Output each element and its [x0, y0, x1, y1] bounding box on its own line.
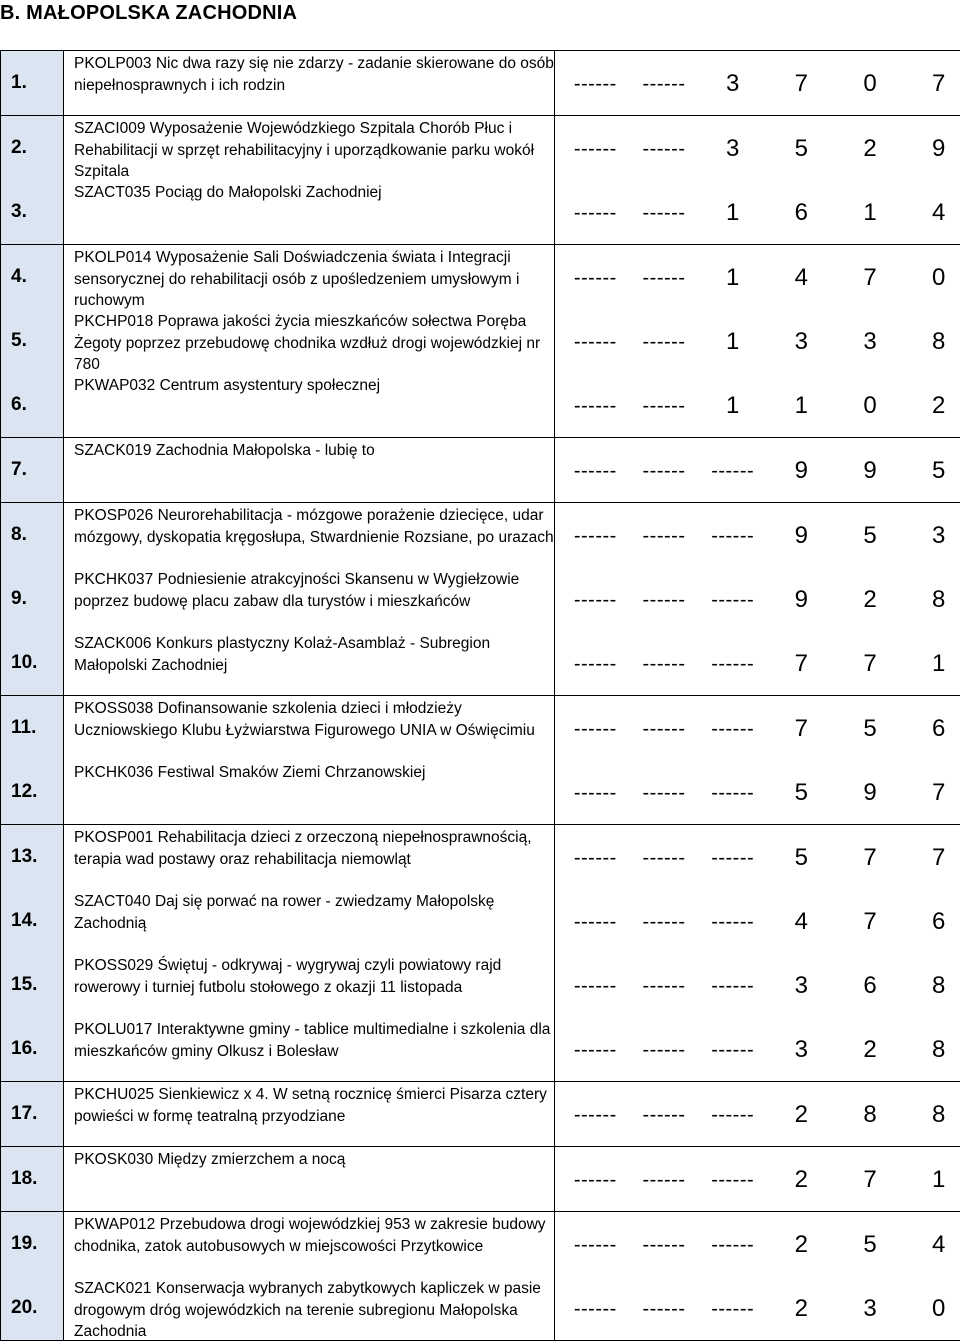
score-value: ------ [573, 717, 617, 740]
score-row [555, 116, 960, 180]
score-value: ------ [711, 1103, 755, 1126]
score-row [555, 1276, 960, 1340]
score-value: 2 [863, 1036, 877, 1063]
score-value: 1 [726, 392, 740, 419]
score-value: 2 [794, 1101, 809, 1128]
project-description: PKOSP001 Rehabilitacja dzieci z orzeczoną niepełnosprawnością, terapia wad postawy oraz rehabilitacja niemowląt [74, 829, 532, 868]
score-value: ------ [573, 394, 617, 417]
score-value: 1 [726, 199, 740, 226]
score-value: 6 [794, 199, 809, 226]
values-cell [555, 825, 960, 1082]
score-value: 9 [932, 135, 946, 162]
score-value: ------ [711, 1168, 755, 1191]
score-value: ------ [642, 910, 686, 933]
row-number-cell [1, 503, 64, 696]
score-value: ------ [573, 1038, 617, 1061]
score-value: 7 [863, 1166, 877, 1193]
score-row [555, 373, 960, 437]
score-value: 2 [794, 1231, 809, 1258]
score-value: 3 [932, 522, 946, 549]
row-number: 4. [11, 266, 27, 287]
score-value: 7 [932, 70, 946, 97]
score-value: 8 [932, 1036, 946, 1063]
score-row [555, 696, 960, 760]
score-row [555, 51, 960, 115]
score-row [555, 889, 960, 953]
table-row-group [1, 245, 960, 438]
score-value: 4 [932, 1231, 946, 1258]
row-number: 8. [11, 524, 27, 545]
row-number-cell [1, 438, 64, 503]
score-value: 4 [932, 199, 946, 226]
project-description: PKCHU025 Sienkiewicz x 4. W setną rocznicę śmierci Pisarza cztery powieści w formę teatralną przyodziane [74, 1086, 547, 1125]
score-value: 9 [794, 457, 809, 484]
table-row-group [1, 503, 960, 696]
score-value: 6 [932, 908, 946, 935]
score-value: 2 [863, 586, 877, 613]
score-value: ------ [711, 652, 755, 675]
score-value: ------ [642, 394, 686, 417]
description-cell [64, 825, 555, 1082]
score-value: ------ [573, 137, 617, 160]
project-description: SZACK019 Zachodnia Małopolska - lubię to [74, 442, 375, 459]
score-value: 8 [932, 586, 946, 613]
score-value: 7 [863, 844, 877, 871]
score-value: ------ [642, 717, 686, 740]
score-value: 7 [932, 779, 946, 806]
score-row [555, 180, 960, 244]
score-value: ------ [711, 588, 755, 611]
project-description: SZACK021 Konserwacja wybranych zabytkowych kapliczek w pasie drogowym dróg wojewódzkich na terenie subregionu Małopolska Zachodnia [74, 1280, 541, 1340]
score-value: ------ [642, 266, 686, 289]
description-cell [64, 51, 555, 116]
score-value: 0 [932, 264, 946, 291]
score-value: 0 [863, 70, 877, 97]
score-value: ------ [573, 910, 617, 933]
score-value: 7 [794, 70, 809, 97]
score-value: 3 [863, 328, 877, 355]
score-row [555, 1147, 960, 1211]
score-value: 2 [794, 1166, 809, 1193]
score-value: 4 [794, 908, 809, 935]
row-number: 20. [11, 1297, 38, 1318]
score-value: 1 [726, 264, 740, 291]
score-value: 1 [863, 199, 877, 226]
score-value: 3 [794, 328, 809, 355]
values-cell [555, 245, 960, 438]
row-number-cell [1, 1212, 64, 1341]
project-description: PKOSS038 Dofinansowanie szkolenia dzieci i młodzieży Uczniowskiego Klubu Łyżwiarstwa Figurowego UNIA w Oświęcimiu [74, 700, 535, 739]
values-cell [555, 696, 960, 825]
description-cell [64, 245, 555, 438]
score-value: ------ [573, 846, 617, 869]
score-value: ------ [642, 1103, 686, 1126]
row-number: 2. [11, 137, 27, 158]
score-row [555, 1017, 960, 1081]
row-number: 15. [11, 974, 38, 995]
score-value: ------ [642, 524, 686, 547]
row-number: 16. [11, 1038, 38, 1059]
score-value: 6 [932, 715, 946, 742]
score-value: ------ [642, 330, 686, 353]
project-description: PKOSS029 Świętuj - odkrywaj - wygrywaj czyli powiatowy rajd rowerowy i turniej futbolu stołowego z okazji 11 listopada [74, 957, 502, 996]
score-row [555, 1212, 960, 1276]
description-cell [64, 503, 555, 696]
table-row-group [1, 1212, 960, 1341]
score-value: 2 [863, 135, 877, 162]
score-row [555, 567, 960, 631]
row-number: 12. [11, 781, 38, 802]
values-cell [555, 438, 960, 503]
score-row [555, 631, 960, 695]
score-value: ------ [573, 652, 617, 675]
score-value: ------ [711, 781, 755, 804]
score-row [555, 760, 960, 824]
score-value: 5 [932, 457, 946, 484]
score-value: ------ [642, 459, 686, 482]
row-number-cell [1, 116, 64, 245]
values-cell [555, 116, 960, 245]
score-value: ------ [642, 201, 686, 224]
row-number-cell [1, 696, 64, 825]
score-value: ------ [573, 201, 617, 224]
values-cell [555, 51, 960, 116]
description-cell [64, 696, 555, 825]
score-value: 3 [726, 135, 740, 162]
project-description: PKOSK030 Między zmierzchem a nocą [74, 1151, 346, 1168]
score-value: 5 [794, 779, 809, 806]
score-value: 7 [863, 650, 877, 677]
row-number: 7. [11, 459, 27, 480]
score-value: ------ [573, 1233, 617, 1256]
score-value: ------ [711, 846, 755, 869]
values-cell [555, 503, 960, 696]
row-number: 9. [11, 588, 27, 609]
project-description: SZACK006 Konkurs plastyczny Kolaż-Asamblaż - Subregion Małopolski Zachodniej [74, 635, 491, 674]
score-value: 8 [932, 972, 946, 999]
score-value: ------ [573, 974, 617, 997]
score-value: ------ [573, 524, 617, 547]
row-number: 14. [11, 910, 38, 931]
score-value: 8 [932, 1101, 946, 1128]
row-number: 1. [11, 72, 27, 93]
description-cell [64, 438, 555, 503]
row-number: 3. [11, 201, 27, 222]
table-row-group [1, 438, 960, 503]
score-value: 7 [794, 715, 809, 742]
values-cell [555, 1082, 960, 1147]
row-number-cell [1, 51, 64, 116]
description-cell [64, 1147, 555, 1212]
row-number: 17. [11, 1103, 38, 1124]
score-value: 9 [794, 522, 809, 549]
score-value: 0 [863, 392, 877, 419]
score-value: ------ [573, 72, 617, 95]
score-value: 0 [932, 1295, 946, 1322]
project-description: PKCHP018 Poprawa jakości życia mieszkańców sołectwa Poręba Żegoty poprzez przebudowę chodnika wzdłuż drogi wojewódzkiej nr 780 [74, 313, 541, 373]
project-description: PKOLU017 Interaktywne gminy - tablice multimedialne i szkolenia dla mieszkańców gminy Olkusz i Bolesław [74, 1021, 551, 1060]
score-value: 1 [932, 1166, 946, 1193]
score-row [555, 1082, 960, 1146]
row-number-cell [1, 1147, 64, 1212]
score-value: ------ [642, 652, 686, 675]
row-number: 5. [11, 330, 27, 351]
score-value: 9 [863, 779, 877, 806]
description-cell [64, 1212, 555, 1341]
project-table [0, 50, 960, 1341]
score-value: 5 [863, 1231, 877, 1258]
score-value: ------ [573, 588, 617, 611]
project-description: PKWAP032 Centrum asystentury społecznej [74, 377, 381, 394]
score-row [555, 953, 960, 1017]
score-value: 9 [794, 586, 809, 613]
score-value: ------ [642, 137, 686, 160]
score-value: 4 [794, 264, 809, 291]
score-value: ------ [711, 717, 755, 740]
score-value: 7 [932, 844, 946, 871]
score-value: 8 [932, 328, 946, 355]
score-value: 5 [794, 844, 809, 871]
table-row-group [1, 1082, 960, 1147]
score-value: ------ [711, 459, 755, 482]
score-row [555, 503, 960, 567]
row-number-cell [1, 825, 64, 1082]
row-number-cell [1, 1082, 64, 1147]
score-value: 3 [794, 972, 809, 999]
score-value: 3 [863, 1295, 877, 1322]
score-value: ------ [642, 588, 686, 611]
score-value: ------ [573, 1297, 617, 1320]
score-value: 5 [863, 522, 877, 549]
score-value: 8 [863, 1101, 877, 1128]
score-value: ------ [573, 781, 617, 804]
score-value: ------ [711, 1233, 755, 1256]
table-row-group [1, 825, 960, 1082]
score-value: ------ [573, 330, 617, 353]
row-number: 13. [11, 846, 38, 867]
score-value: 7 [863, 908, 877, 935]
score-value: ------ [642, 846, 686, 869]
score-value: ------ [642, 974, 686, 997]
score-value: 9 [863, 457, 877, 484]
score-value: 6 [863, 972, 877, 999]
table-row-group [1, 116, 960, 245]
project-description: SZACI009 Wyposażenie Wojewódzkiego Szpitala Chorób Płuc i Rehabilitacji w sprzęt rehabilitacyjny i uporządkowanie parku wokół Szpitala [74, 120, 535, 180]
table-row-group [1, 51, 960, 116]
row-number: 11. [11, 717, 37, 738]
score-value: 2 [932, 392, 946, 419]
score-value: ------ [642, 781, 686, 804]
project-description: SZACT035 Pociąg do Małopolski Zachodniej [74, 184, 382, 201]
row-number: 6. [11, 394, 27, 415]
project-description: PKOSP026 Neurorehabilitacja - mózgowe porażenie dziecięce, udar mózgowy, dyskopatia kręgosłupa, Stwardnienie Rozsiane, po urazach [74, 507, 554, 546]
score-value: ------ [573, 1103, 617, 1126]
score-value: ------ [642, 1038, 686, 1061]
values-cell [555, 1147, 960, 1212]
row-number: 10. [11, 652, 38, 673]
score-value: 3 [794, 1036, 809, 1063]
table-row-group [1, 696, 960, 825]
score-row [555, 245, 960, 309]
score-value: 7 [863, 264, 877, 291]
project-description: PKWAP012 Przebudowa drogi wojewódzkiej 953 w zakresie budowy chodnika, zatok autobusowych w miejscowości Przytkowice [74, 1216, 546, 1255]
section-title: B. MAŁOPOLSKA ZACHODNIA [0, 2, 298, 24]
row-number: 18. [11, 1168, 38, 1189]
project-description: PKOLP003 Nic dwa razy się nie zdarzy - zadanie skierowane do osób niepełnosprawnych i ich rodzin [74, 55, 554, 94]
row-number-cell [1, 245, 64, 438]
score-value: ------ [711, 910, 755, 933]
project-description: PKCHK037 Podniesienie atrakcyjności Skansenu w Wygiełzowie poprzez budowę placu zabaw dla turystów i mieszkańców [74, 571, 520, 610]
score-row [555, 825, 960, 889]
score-value: ------ [711, 524, 755, 547]
project-table-body [1, 51, 960, 1341]
table-row-group [1, 1147, 960, 1212]
score-value: ------ [642, 1233, 686, 1256]
description-cell [64, 1082, 555, 1147]
values-cell [555, 1212, 960, 1341]
score-value: ------ [573, 459, 617, 482]
score-value: 5 [863, 715, 877, 742]
score-value: ------ [711, 1038, 755, 1061]
score-value: ------ [711, 974, 755, 997]
score-value: ------ [642, 1297, 686, 1320]
score-value: ------ [642, 1168, 686, 1191]
score-value: 1 [726, 328, 740, 355]
project-description: SZACT040 Daj się porwać na rower - zwiedzamy Małopolskę Zachodnią [74, 893, 495, 932]
project-description: PKOLP014 Wyposażenie Sali Doświadczenia świata i Integracji sensorycznej do rehabilitacji osób z upośledzeniem umysłowym i ruchowym [74, 249, 520, 309]
score-value: ------ [711, 1297, 755, 1320]
score-value: 7 [794, 650, 809, 677]
score-value: 2 [794, 1295, 809, 1322]
score-row [555, 438, 960, 502]
score-value: 1 [794, 392, 809, 419]
project-description: PKCHK036 Festiwal Smaków Ziemi Chrzanowskiej [74, 764, 426, 781]
score-value: 3 [726, 70, 740, 97]
score-value: ------ [573, 266, 617, 289]
score-value: 5 [794, 135, 809, 162]
score-row [555, 309, 960, 373]
score-value: ------ [642, 72, 686, 95]
score-value: 1 [932, 650, 946, 677]
description-cell [64, 116, 555, 245]
score-value: ------ [573, 1168, 617, 1191]
row-number: 19. [11, 1233, 38, 1254]
